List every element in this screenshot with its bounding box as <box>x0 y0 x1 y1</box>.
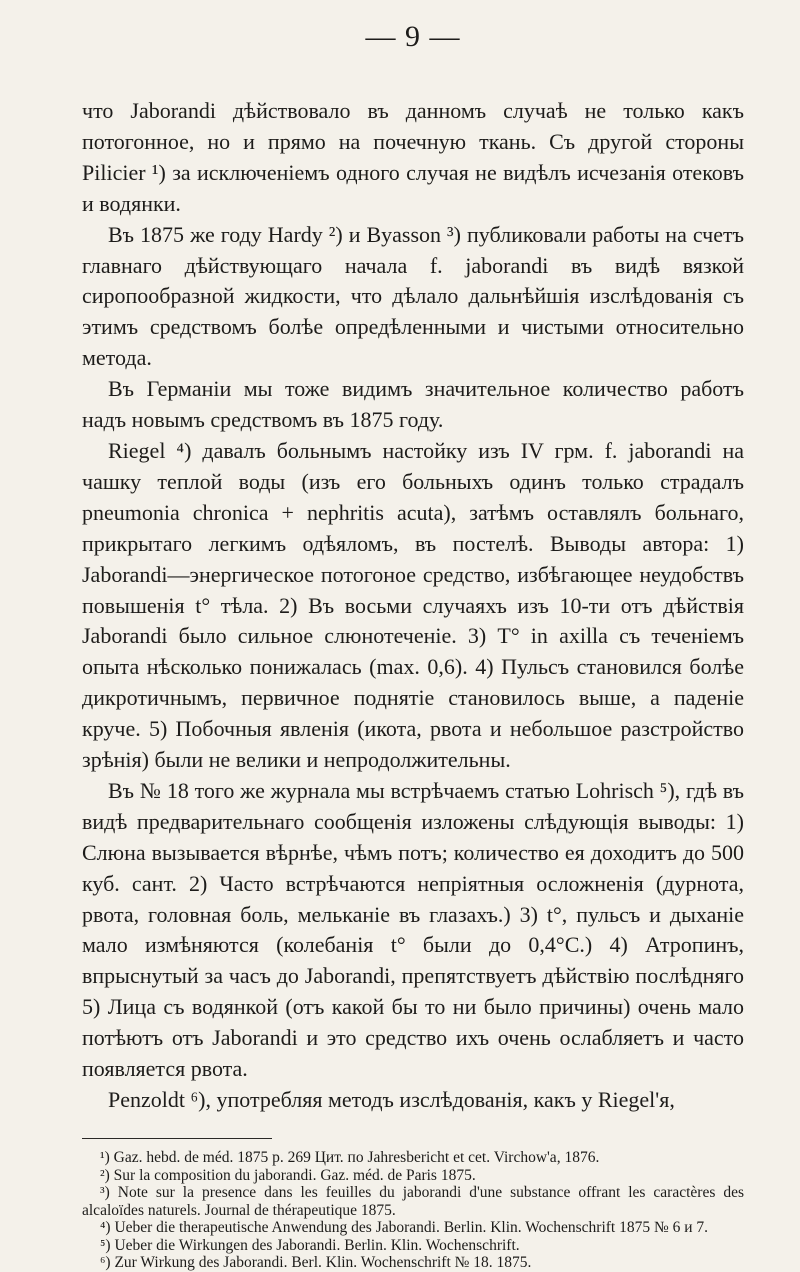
footnote: ⁶) Zur Wirkung des Jaborandi. Berl. Klin. Wochenschrift № 18. 1875. <box>100 1254 532 1272</box>
footnote: ¹) Gaz. hebd. de méd. 1875 p. 269 Цит. по Jahresbericht et cet. Virchow'a, 1876. <box>100 1148 600 1166</box>
page-number: — 9 — <box>365 20 461 53</box>
body-text <box>82 96 744 1116</box>
paragraph: Въ 1875 же году Hardy ²) и Byasson ³) публиковали работы на счетъ главнаго дѣйствующаго начала f. jaborandi въ видѣ вязкой сиропообразной жидкости, что дѣлало дальнѣйшія изслѣдованія съ этимъ средствомъ болѣе опредѣленными и чистыми относительно метода. <box>82 221 744 371</box>
footnote: ⁴) Ueber die therapeutische Anwendung des Jaborandi. Berlin. Klin. Wochenschrift 1875 № 6 и 7. <box>100 1219 709 1237</box>
footnote-divider <box>82 1138 272 1139</box>
paragraph: Riegel ⁴) давалъ больнымъ настойку изъ IV грм. f. jaborandi на чашку теплой воды (изъ его больныхъ одинъ только страдалъ pneumonia chronica + nephritis acuta), затѣмъ оставлялъ больнаго, прикрытаго легкимъ одѣяломъ, въ постелѣ. Выводы автора: 1) Jaborandi—энергическое потогоное средство, избѣгающее неудобствъ повышенія t° тѣла. 2) Въ восьми случаяхъ изъ 10-ти отъ дѣйствія Jaborandi было сильное слюнотеченіе. 3) T° in axilla съ теченіемъ опыта нѣсколько понижалась (max. 0,6). 4) Пульсъ становился болѣе дикротичнымъ, первичное поднятіе становилось выше, а паденіе круче. 5) Побочныя явленія (икота, рвота и небольшое разстройство зрѣнія) были не велики и непродолжительны. <box>82 437 744 773</box>
footnote: ⁵) Ueber die Wirkungen des Jaborandi. Berlin. Klin. Wochenschrift. <box>100 1236 520 1254</box>
paragraph: что Jaborandi дѣйствовало въ данномъ случаѣ не только какъ потогонное, но и прямо на почечную ткань. Съ другой стороны Pilicier ¹) за исключеніемъ одного случая не видѣлъ исчезанія отековъ и водянки. <box>82 98 744 216</box>
paragraph: Въ № 18 того же журнала мы встрѣчаемъ статью Lohrisch ⁵), гдѣ въ видѣ предварительнаго сообщенія изложены слѣдующія выводы: 1) Слюна вызывается вѣрнѣе, чѣмъ потъ; количество ея доходитъ до 500 куб. сант. 2) Часто встрѣчаются непріятныя осложненія (дурнота, рвота, головная боль, мельканіе въ глазахъ.) 3) t°, пульсъ и дыханіе мало измѣняются (колебанія t° были до 0,4°C.) 4) Атропинъ, впрыснутый за часъ до Jaborandi, препятствуетъ дѣйствію послѣдняго 5) Лица съ водянкой (отъ какой бы то ни было причины) очень мало потѣютъ отъ Jaborandi и это средство ихъ очень ослабляетъ и часто появляется рвота. <box>82 777 744 1082</box>
footnotes <box>82 1149 744 1272</box>
footnote: ²) Sur la composition du jaborandi. Gaz. méd. de Paris 1875. <box>100 1166 476 1184</box>
paragraph: Penzoldt ⁶), употребляя методъ изслѣдованія, какъ у Riegel'я, <box>108 1087 675 1112</box>
footnote: ³) Note sur la presence dans les feuilles du jaborandi d'une substance offrant les caractères des alcaloïdes naturels. Journal de thérapeutique 1875. <box>82 1184 744 1219</box>
paragraph: Въ Германіи мы тоже видимъ значительное количество работъ надъ новымъ средствомъ въ 1875 году. <box>82 376 744 433</box>
